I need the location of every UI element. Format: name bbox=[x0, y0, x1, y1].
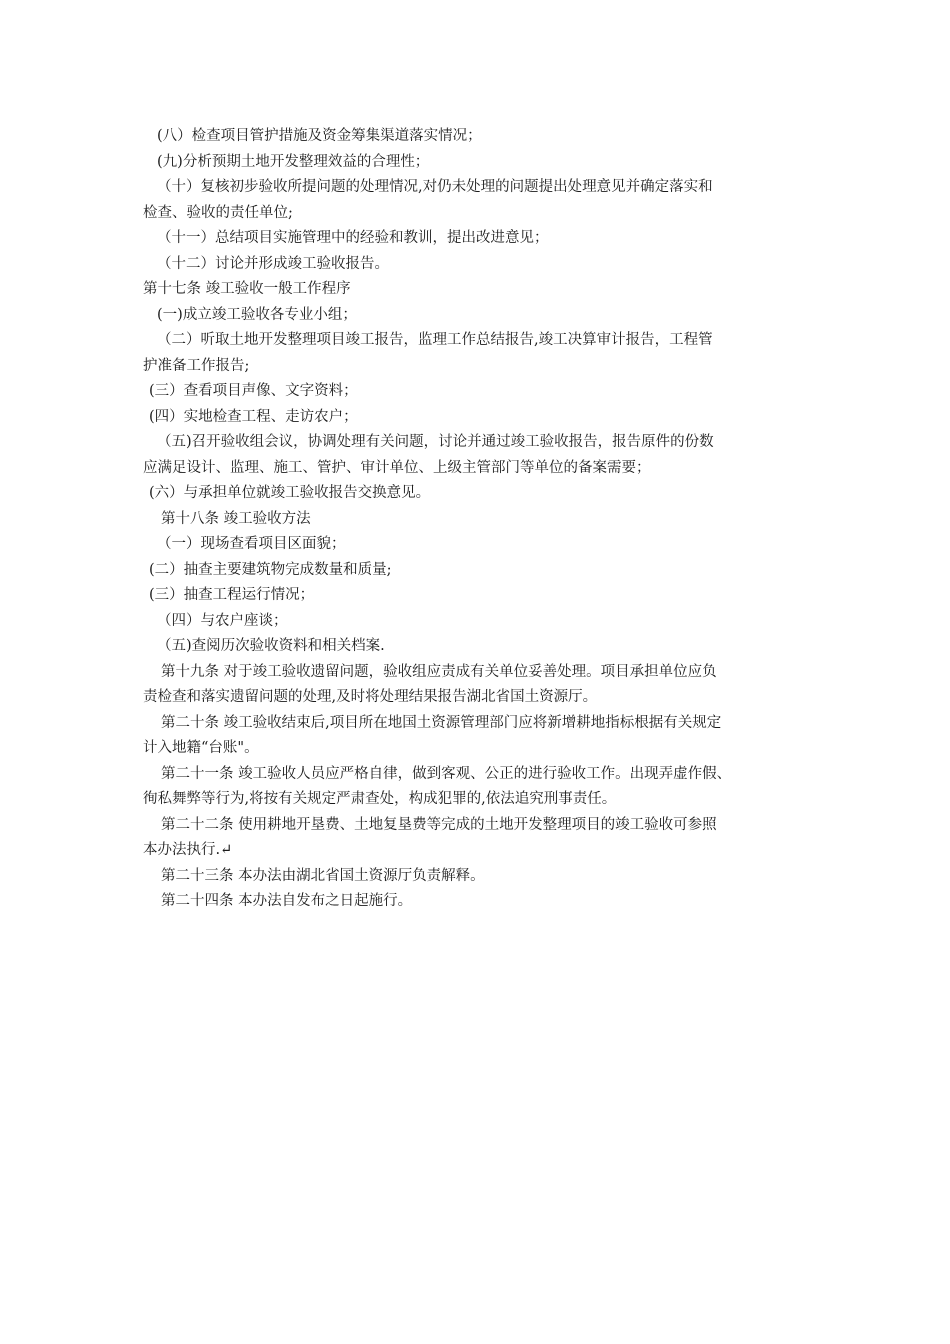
text-line: （十二）讨论并形成竣工验收报告。 bbox=[157, 255, 389, 272]
text-line: 计入地籍“台账"。 bbox=[143, 740, 259, 756]
text-line: （四）与农户座谈； bbox=[157, 612, 288, 629]
article-heading: 第十七条 竣工验收一般工作程序 bbox=[143, 281, 351, 297]
text-line: （一）现场查看项目区面貌； bbox=[157, 536, 346, 552]
text-line: 护准备工作报告; bbox=[143, 357, 250, 374]
text-line: (四）实地检查工程、走访农户； bbox=[149, 408, 358, 425]
text-line: （五)查阅历次验收资料和相关档案. bbox=[157, 638, 385, 654]
text-line: (八）检查项目管护措施及资金筹集渠道落实情况； bbox=[157, 128, 482, 144]
text-line: (六）与承担单位就竣工验收报告交换意见。 bbox=[149, 485, 431, 501]
text-line: 责检查和落实遗留问题的处理,及时将处理结果报告湖北省国土资源厅。 bbox=[143, 689, 598, 705]
text-line: 本办法执行.↵ bbox=[143, 842, 233, 858]
text-line: (三）抽查工程运行情况； bbox=[149, 587, 315, 603]
article-paragraph: 第二十一条 竣工验收人员应严格自律，做到客观、公正的进行验收工作。出现弄虚作假、 bbox=[161, 765, 732, 782]
text-line: 检查、验收的责任单位; bbox=[143, 204, 293, 221]
article-paragraph: 第二十三条 本办法由湖北省国土资源厅负责解释。 bbox=[161, 867, 485, 884]
text-line: (九)分析预期土地开发整理效益的合理性； bbox=[157, 153, 430, 170]
text-line: （十）复核初步验收所提问题的处理情况,对仍未处理的问题提出处理意见并确定落实和 bbox=[157, 179, 713, 195]
text-line: (三）查看项目声像、文字资料； bbox=[149, 383, 358, 399]
text-line: （五)召开验收组会议，协调处理有关问题，讨论并通过竣工验收报告，报告原件的份数 bbox=[157, 434, 714, 450]
text-line: 应满足设计、监理、施工、管护、审计单位、上级主管部门等单位的备案需要； bbox=[143, 459, 651, 476]
article-paragraph: 第二十四条 本办法自发布之日起施行。 bbox=[161, 893, 413, 909]
document-body bbox=[143, 124, 823, 915]
text-line: (一)成立竣工验收各专业小组； bbox=[157, 306, 357, 323]
article-paragraph: 第二十二条 使用耕地开垦费、土地复垦费等完成的土地开发整理项目的竣工验收可参照 bbox=[161, 816, 717, 833]
article-paragraph: 第二十条 竣工验收结束后,项目所在地国土资源管理部门应将新增耕地指标根据有关规定 bbox=[161, 714, 722, 731]
text-line: （十一）总结项目实施管理中的经验和教训，提出改进意见； bbox=[157, 230, 549, 246]
text-line: 徇私舞弊等行为,将按有关规定严肃查处，构成犯罪的,依法追究刑事责任。 bbox=[143, 791, 617, 807]
article-paragraph: 第十九条 对于竣工验收遗留问题，验收组应责成有关单位妥善处理。项目承担单位应负 bbox=[161, 663, 717, 680]
text-line: (二）抽查主要建筑物完成数量和质量; bbox=[149, 561, 392, 578]
text-line: （二）听取土地开发整理项目竣工报告，监理工作总结报告,竣工决算审计报告，工程管 bbox=[157, 332, 713, 348]
article-heading: 第十八条 竣工验收方法 bbox=[161, 510, 311, 527]
